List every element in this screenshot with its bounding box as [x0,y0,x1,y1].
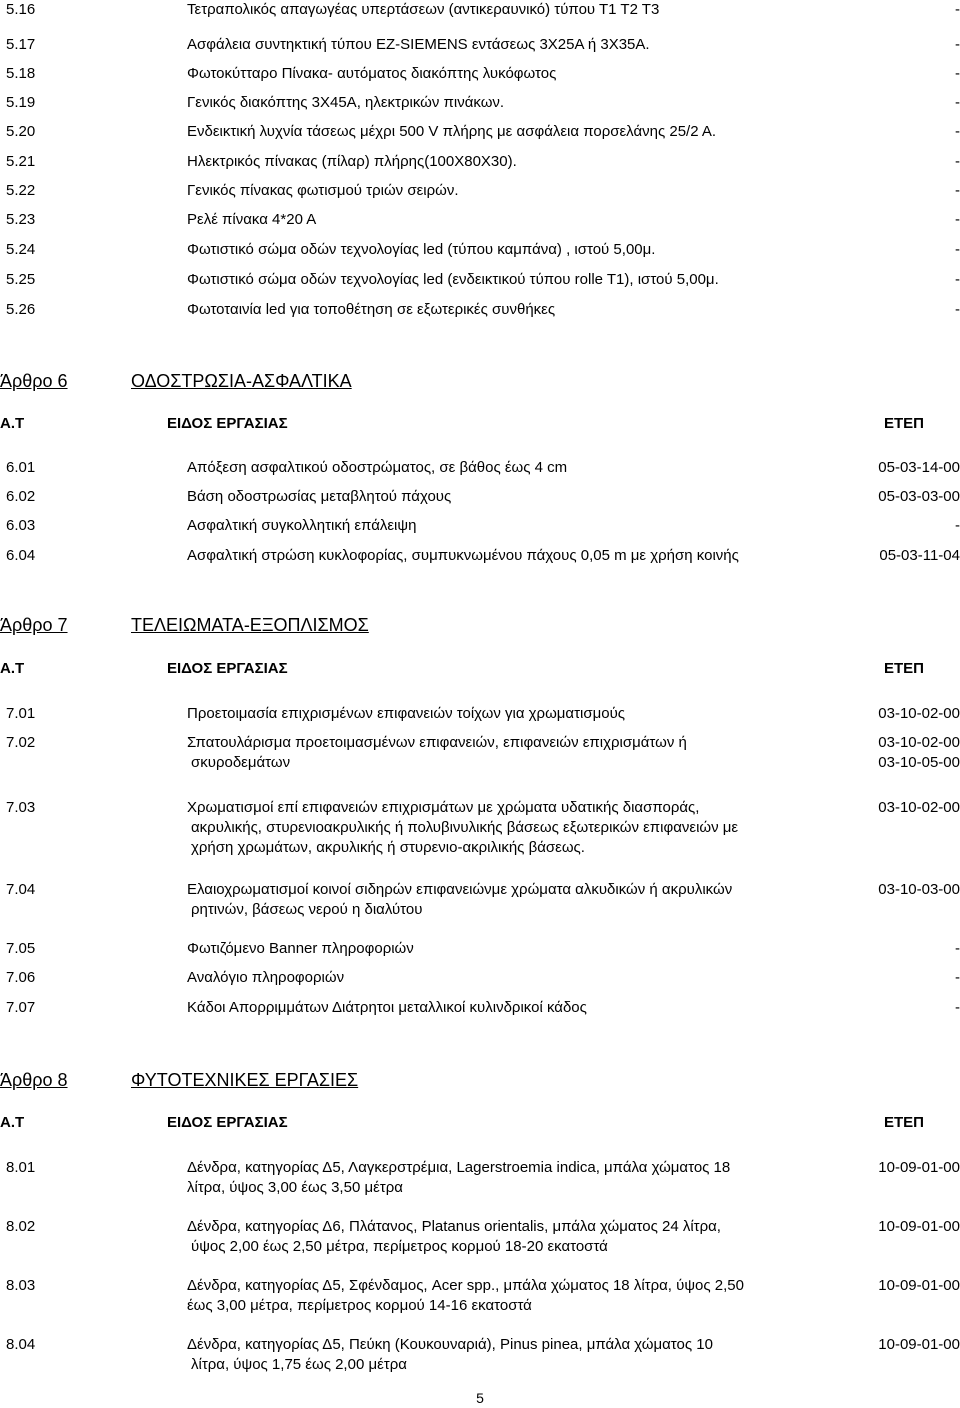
item-code: 05-03-11-04 [879,547,960,564]
item-description: Ενδεικτική λυχνία τάσεως μέχρι 500 V πλήρης με ασφάλεια πορσελάνης 25/2 Α. [187,123,717,140]
item-code: - [955,271,960,288]
header-work-col: ΕΙΔΟΣ ΕΡΓΑΣΙΑΣ [167,660,288,677]
item-number: 5.23 [6,211,36,228]
list-item [0,270,960,290]
item-number: 7.02 [6,734,36,751]
list-item [0,300,960,320]
header-etep-col: ΕΤΕΠ [883,1114,924,1131]
item-code: 05-03-14-00 [878,459,960,476]
item-number: 6.03 [6,517,36,534]
header-etep-col: ΕΤΕΠ [883,660,924,677]
table-row-continuation [0,838,960,858]
table-row [0,516,960,536]
item-number: 7.06 [6,969,36,986]
item-description: Απόξεση ασφαλτικού οδοστρώματος, σε βάθος έως 4 cm [187,459,568,476]
item-code: - [955,969,960,986]
table-row [0,704,960,724]
item-code: - [955,153,960,170]
item-description: Ελαιοχρωματισμοί κοινοί σιδηρών επιφανειώνμε χρώματα αλκυδικών ή ακρυλικών [187,881,733,898]
item-description: Βάση οδοστρωσίας μεταβλητού πάχους [187,488,452,505]
header-code-col: Α.Τ [0,660,25,677]
table-row [0,798,960,818]
item-number: 6.02 [6,488,36,505]
table-header [0,1113,960,1133]
item-number: 8.02 [6,1218,36,1235]
item-code: 03-10-02-00 [878,734,960,751]
header-work-col: ΕΙΔΟΣ ΕΡΓΑΣΙΑΣ [167,1114,288,1131]
item-number: 5.25 [6,271,36,288]
item-description: Ασφάλεια συντηκτική τύπου EZ-SIEMENS εντάσεως 3Χ25Α ή 3Χ35Α. [187,36,650,53]
item-code: 10-09-01-00 [878,1336,960,1353]
item-code: - [955,65,960,82]
list-item [0,0,960,20]
item-number: 5.26 [6,301,36,318]
article-title: ΤΕΛΕΙΩΜΑΤΑ-ΕΞΟΠΛΙΣΜΟΣ [131,615,369,635]
table-row-continuation [0,1355,960,1375]
table-row [0,998,960,1018]
item-description: Φωτιστικό σώμα οδών τεχνολογίας led (ενδεικτικού τύπου rolle T1), ιστού 5,00μ. [187,271,719,288]
item-description-cont: έως 3,00 μέτρα, περίμετρος κορμού 14-16 εκατοστά [187,1297,532,1314]
item-number: 7.04 [6,881,36,898]
item-code: - [955,123,960,140]
item-description: Δένδρα, κατηγορίας Δ5, Λαγκερστρέμια, Lagerstroemia indica, μπάλα χώματος 18 [187,1159,731,1176]
item-code: - [955,517,960,534]
table-row-continuation [0,900,960,920]
item-code: 10-09-01-00 [878,1159,960,1176]
list-item [0,210,960,230]
list-item [0,64,960,84]
item-code: - [955,182,960,199]
item-description: Φωτοταινία led για τοποθέτηση σε εξωτερικές συνθήκες [187,301,556,318]
item-code: - [955,36,960,53]
article-title: ΦΥΤΟΤΕΧΝΙΚΕΣ ΕΡΓΑΣΙΕΣ [131,1070,359,1090]
table-row [0,880,960,900]
item-description-cont: λίτρα, ύψος 1,75 έως 2,00 μέτρα [191,1356,407,1373]
item-code: 03-10-03-00 [878,881,960,898]
item-number: 5.21 [6,153,36,170]
item-description: Φωτιζόμενο Banner πληροφοριών [187,940,414,957]
item-code: 10-09-01-00 [878,1218,960,1235]
item-description: Γενικός πίνακας φωτισμού τριών σειρών. [187,182,459,199]
table-row [0,1276,960,1296]
list-item [0,152,960,172]
item-number: 7.05 [6,940,36,957]
item-description-cont: ακρυλικής, στυρενιοακρυλικής ή πολυβινυλικής βάσεως εξωτερικών επιφανειών με [191,819,739,836]
item-code: 03-10-02-00 [878,705,960,722]
item-number: 5.24 [6,241,36,258]
list-item [0,122,960,142]
item-description: Γενικός διακόπτης 3Χ45Α, ηλεκτρικών πινάκων. [187,94,505,111]
article-title: ΟΔΟΣΤΡΩΣΙΑ-ΑΣΦΑΛΤΙΚΑ [131,371,352,391]
item-description: Ηλεκτρικός πίνακας (πίλαρ) πλήρης(100Χ80Χ30). [187,153,517,170]
item-number: 5.19 [6,94,36,111]
item-description: Προετοιμασία επιχρισμένων επιφανειών τοίχων για χρωματισμούς [187,705,626,722]
item-description: Ασφαλτική συγκολλητική επάλειψη [187,517,417,534]
item-code: - [955,211,960,228]
item-number: 6.01 [6,459,36,476]
item-code: - [955,94,960,111]
table-row-continuation [0,1237,960,1257]
item-description: Δένδρα, κατηγορίας Δ5, Πεύκη (Κουκουναριά), Pinus pinea, μπάλα χώματος 10 [187,1336,713,1353]
table-row [0,1217,960,1237]
table-row [0,733,960,753]
item-number: 8.04 [6,1336,36,1353]
item-description: Κάδοι Απορριμμάτων Διάτρητοι μεταλλικοί κυλινδρικοί κάδος [187,999,587,1016]
item-description-cont: ρητινών, βάσεως νερού η διαλύτου [191,901,423,918]
article-label: Άρθρο 7 [0,615,68,635]
table-row [0,968,960,988]
table-row [0,1158,960,1178]
table-row [0,487,960,507]
header-etep-col: ΕΤΕΠ [883,415,924,432]
table-row [0,458,960,478]
item-description-cont: χρήση χρωμάτων, ακρυλικής ή στυρενιο-ακριλικής βάσεως. [191,839,585,856]
item-description: Φωτιστικό σώμα οδών τεχνολογίας led (τύπου καμπάνα) , ιστού 5,00μ. [187,241,656,258]
item-code: 05-03-03-00 [878,488,960,505]
item-description: Σπατουλάρισμα προετοιμασμένων επιφανειών, επιφανειών επιχρισμάτων ή [187,734,687,751]
table-row-continuation [0,1296,960,1316]
item-code: - [955,999,960,1016]
item-number: 8.03 [6,1277,36,1294]
item-number: 7.03 [6,799,36,816]
item-code: - [955,241,960,258]
table-row-continuation [0,818,960,838]
item-number: 7.07 [6,999,36,1016]
item-description: Ασφαλτική στρώση κυκλοφορίας, συμπυκνωμένου πάχους 0,05 m με χρήση κοινής [187,547,739,564]
item-number: 5.17 [6,36,36,53]
item-description: Φωτοκύτταρο Πίνακα- αυτόματος διακόπτης λυκόφωτος [187,65,557,82]
item-code: 03-10-05-00 [878,754,960,771]
item-description: Αναλόγιο πληροφοριών [187,969,345,986]
item-description: Δένδρα, κατηγορίας Δ6, Πλάτανος, Platanus orientalis, μπάλα χώματος 24 λίτρα, [187,1218,721,1235]
item-code: - [955,301,960,318]
table-row-continuation [0,753,960,773]
article-label: Άρθρο 6 [0,371,68,391]
item-number: 5.20 [6,123,36,140]
item-description: Δένδρα, κατηγορίας Δ5, Σφένδαμος, Acer spp., μπάλα χώματος 18 λίτρα, ύψος 2,50 [187,1277,744,1294]
item-description: Ρελέ πίνακα 4*20 Α [187,211,317,228]
table-row [0,939,960,959]
item-code: 03-10-02-00 [878,799,960,816]
table-row [0,1335,960,1355]
list-item [0,181,960,201]
item-description: Χρωματισμοί επί επιφανειών επιχρισμάτων με χρώματα υδατικής διασποράς, [187,799,700,816]
table-header [0,414,960,434]
header-work-col: ΕΙΔΟΣ ΕΡΓΑΣΙΑΣ [167,415,288,432]
table-header [0,659,960,679]
item-code: - [955,1,960,18]
item-number: 8.01 [6,1159,36,1176]
header-code-col: Α.Τ [0,415,25,432]
header-code-col: Α.Τ [0,1114,25,1131]
page-number: 5 [476,1390,484,1406]
list-item [0,93,960,113]
item-number: 6.04 [6,547,36,564]
item-code: 10-09-01-00 [878,1277,960,1294]
table-row [0,546,960,566]
item-number: 5.16 [6,1,36,18]
item-number: 7.01 [6,705,36,722]
item-description-cont: σκυροδεμάτων [191,754,291,771]
item-number: 5.22 [6,182,36,199]
table-row-continuation [0,1178,960,1198]
item-description-cont: ύψος 2,00 έως 2,50 μέτρα, περίμετρος κορμού 18-20 εκατοστά [191,1238,608,1255]
item-code: - [955,940,960,957]
item-description: Τετραπολικός απαγωγέας υπερτάσεων (αντικεραυνικό) τύπου Τ1 Τ2 Τ3 [187,1,660,18]
article-label: Άρθρο 8 [0,1070,68,1090]
list-item [0,240,960,260]
item-number: 5.18 [6,65,36,82]
item-description-cont: λίτρα, ύψος 3,00 έως 3,50 μέτρα [187,1179,403,1196]
list-item [0,35,960,55]
